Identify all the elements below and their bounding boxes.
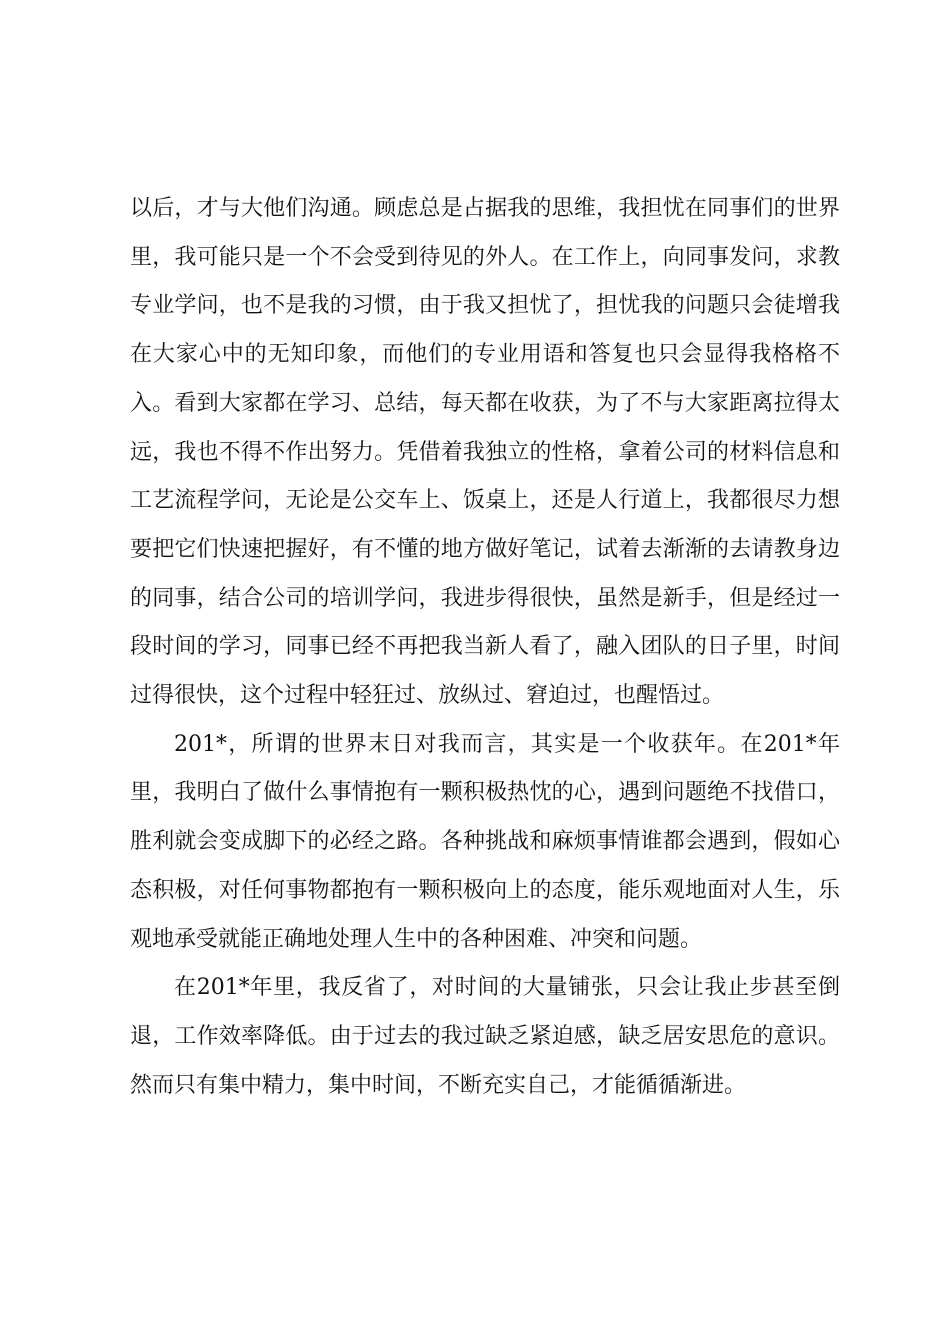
document-body bbox=[130, 185, 840, 1110]
paragraph-2: 201*，所谓的世界末日对我而言，其实是一个收获年。在201*年里，我明白了做什么事情抱有一颗积极热忱的心，遇到问题绝不找借口，胜利就会变成脚下的必经之路。各种挑战和麻烦事情谁都会遇到，假如心态积极，对任何事物都抱有一颗积极向上的态度，能乐观地面对人生，乐观地承受就能正确地处理人生中的各种困难、冲突和问题。 bbox=[130, 731, 840, 952]
paragraph-3: 在201*年里，我反省了，对时间的大量铺张，只会让我止步甚至倒退，工作效率降低。由于过去的我过缺乏紧迫感，缺乏居安思危的意识。然而只有集中精力，集中时间，不断充实自己，才能循循渐进。 bbox=[130, 975, 840, 1098]
paragraph-1: 以后，才与大他们沟通。顾虑总是占据我的思维，我担忧在同事们的世界里，我可能只是一个不会受到待见的外人。在工作上，向同事发问，求教专业学问，也不是我的习惯，由于我又担忧了，担忧我的问题只会徒增我在大家心中的无知印象，而他们的专业用语和答复也只会显得我格格不入。看到大家都在学习、总结，每天都在收获，为了不与大家距离拉得太远，我也不得不作出努力。凭借着我独立的性格，拿着公司的材料信息和工艺流程学问，无论是公交车上、饭桌上，还是人行道上，我都很尽力想要把它们快速把握好，有不懂的地方做好笔记，试着去渐渐的去请教身边的同事，结合公司的培训学问，我进步得很快，虽然是新手，但是经过一段时间的学习，同事已经不再把我当新人看了，融入团队的日子里，时间过得很快，这个过程中轻狂过、放纵过、窘迫过，也醒悟过。 bbox=[130, 196, 840, 709]
